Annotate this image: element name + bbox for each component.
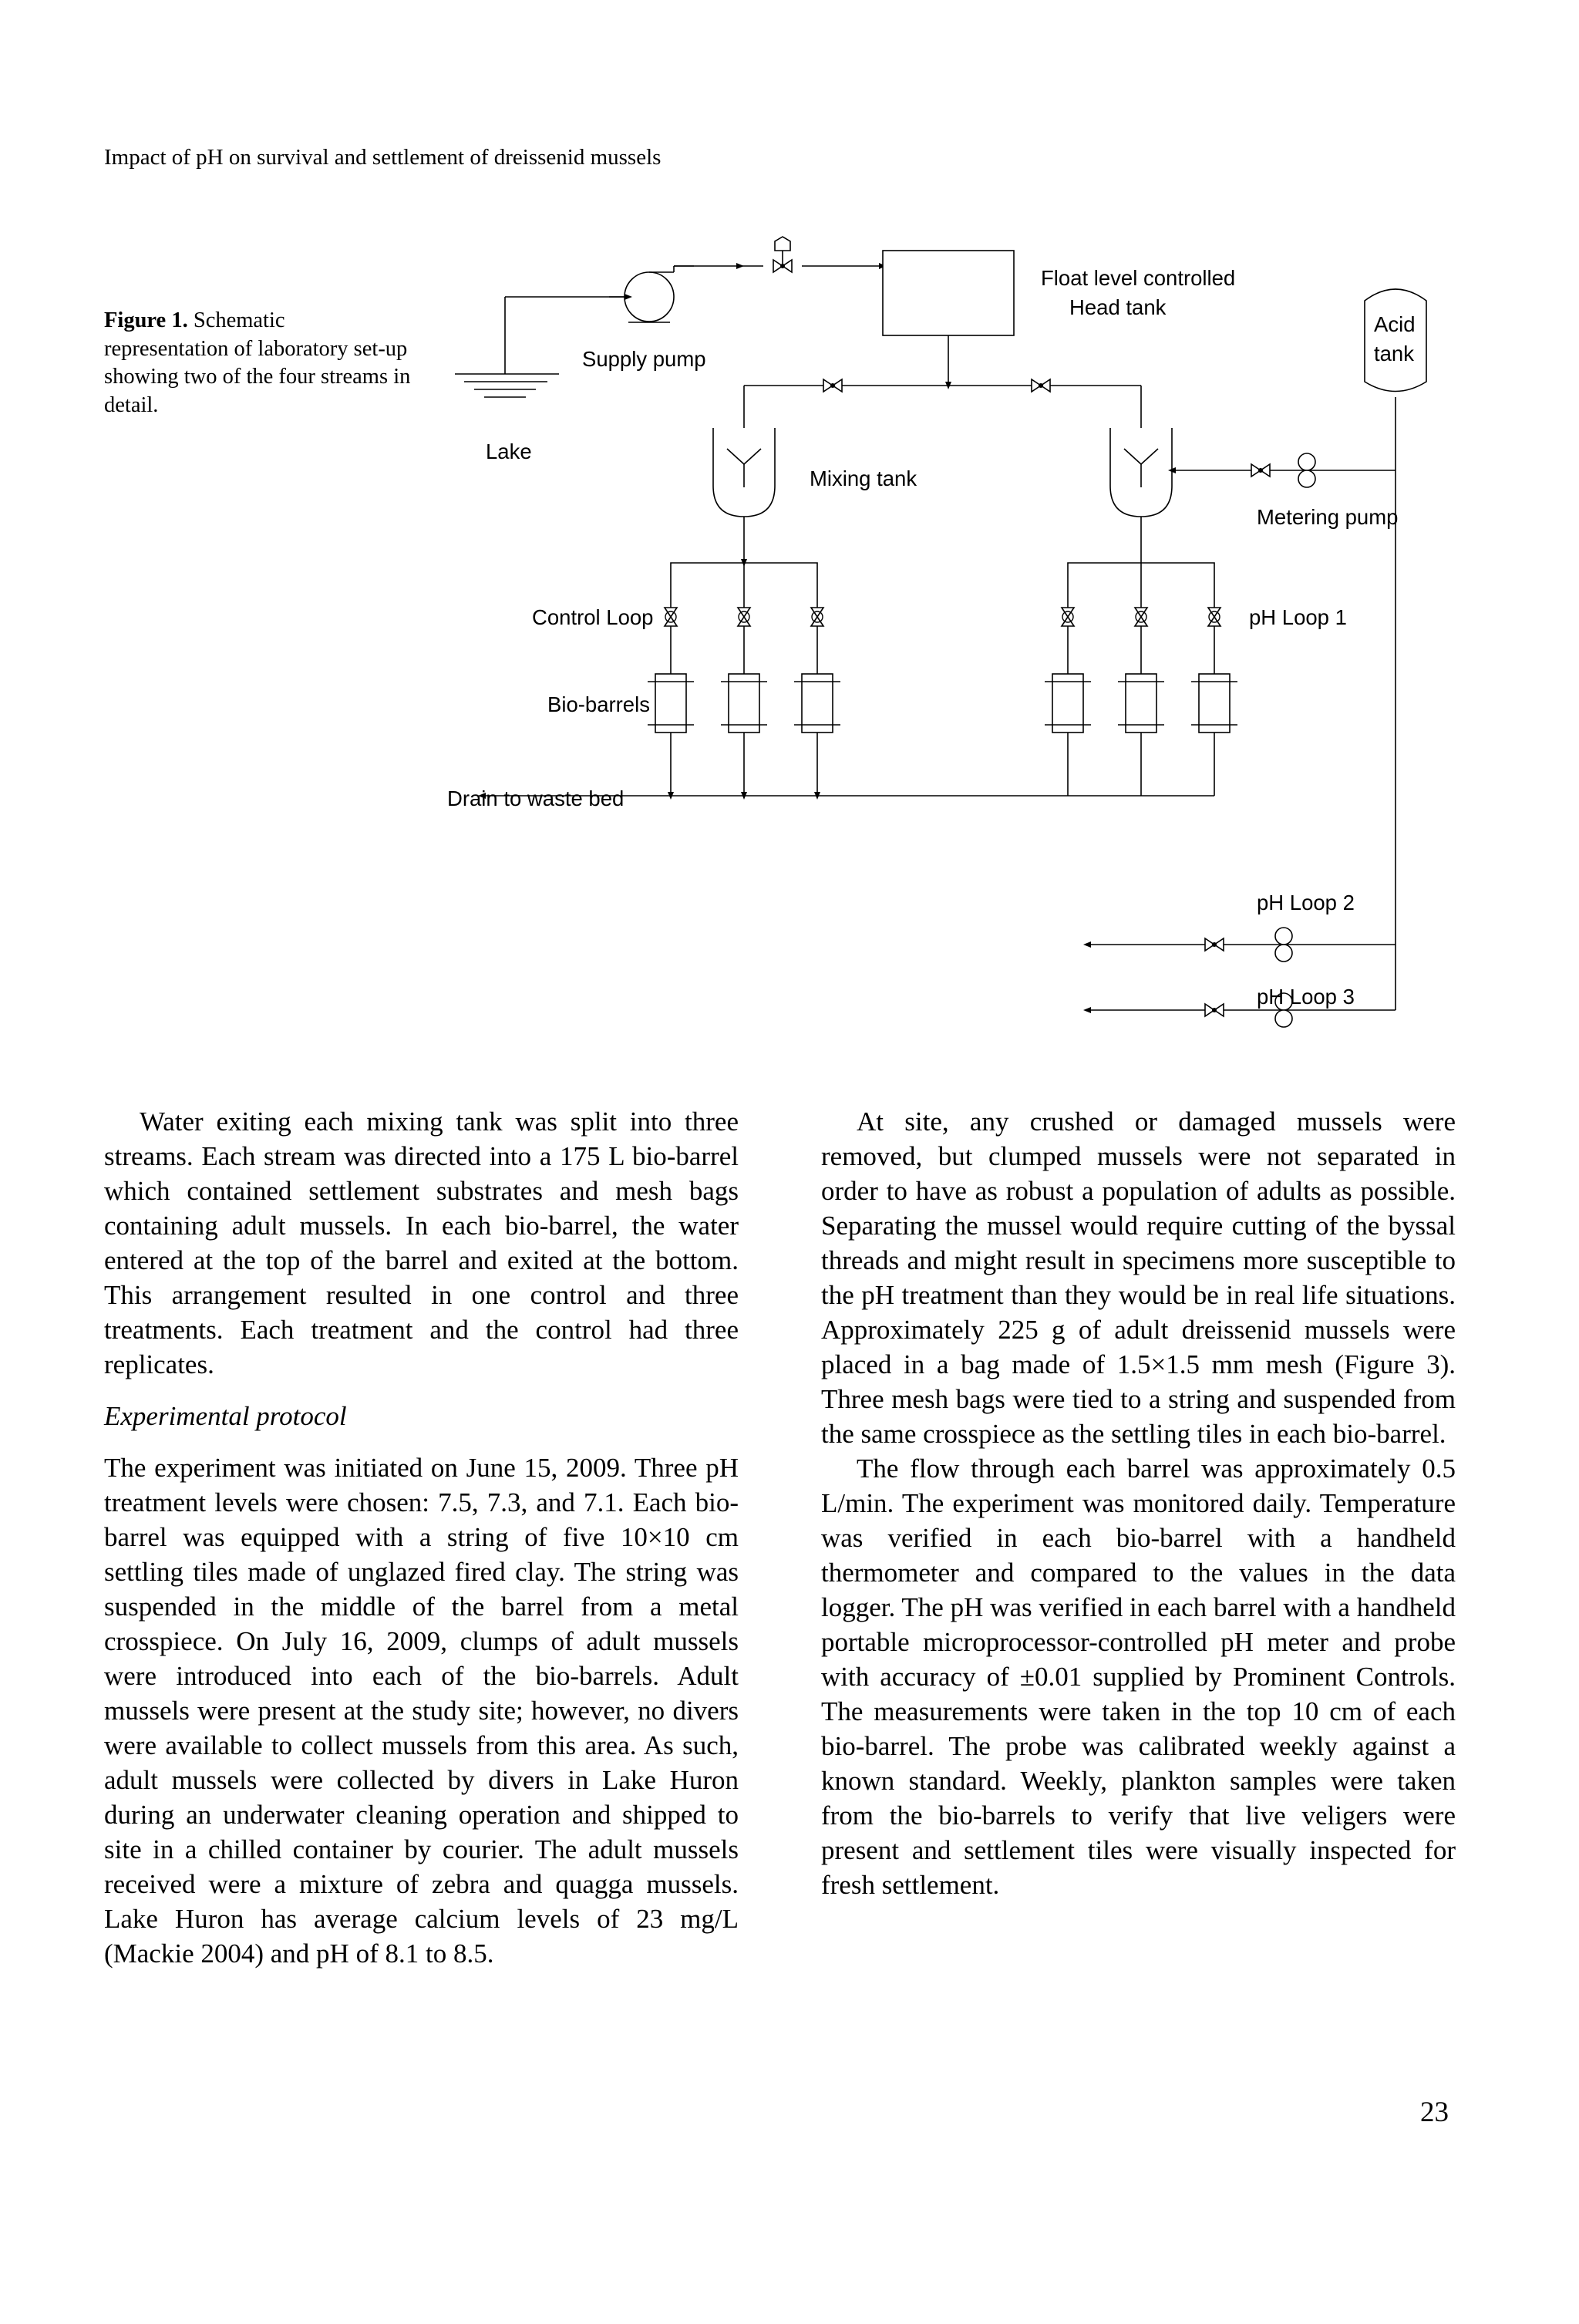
bio-barrels <box>648 674 1237 733</box>
control-valve-symbol <box>773 237 792 272</box>
bio-barrels-label: Bio-barrels <box>547 692 650 716</box>
ph-loop-3-label: pH Loop 3 <box>1257 985 1355 1009</box>
mixing-tank-label: Mixing tank <box>810 466 917 490</box>
ph-loop-1-valves <box>1062 578 1220 674</box>
acid-tank-label-line2: tank <box>1374 342 1414 365</box>
head-tank-label-line1: Float level controlled <box>1041 266 1236 290</box>
page-number: 23 <box>1420 2097 1449 2128</box>
acid-tank-label-line1: Acid <box>1374 312 1416 336</box>
supply-pump-symbol <box>625 266 674 322</box>
right-column <box>821 1104 1456 1902</box>
right-paragraph-1: At site, any crushed or damaged mussels were removed, but clumped mussels were not separated in order to have as robust a population of adults as possible. Separating the mussel would require cutting of the byssal threads and might result in specimens more susceptible to the pH treatment than they would be in real life situations. Approximately 225 g of adult dreissenid mussels were placed in a bag made of 1.5×1.5 mm mesh (Figure 3). Three mesh bags were tied to a string and suspended from the same crosspiece as the settling tiles in each bio-barrel. <box>821 1106 1456 1449</box>
supply-pump-label: Supply pump <box>582 347 706 371</box>
section-heading-experimental-protocol: Experimental protocol <box>104 1401 347 1431</box>
acid-tank-symbol <box>1365 289 1426 392</box>
control-loop-label: Control Loop <box>532 605 654 629</box>
ph-loop-1-label: pH Loop 1 <box>1249 605 1347 629</box>
head-tank-label-line2: Head tank <box>1069 295 1167 319</box>
head-tank-symbol <box>883 251 1014 335</box>
schematic-figure <box>432 224 1465 1064</box>
mixing-tank-control <box>713 428 775 517</box>
figure-caption <box>104 307 412 419</box>
left-paragraph-2: The experiment was initiated on June 15, 2009. Three pH treatment levels were chosen: 7.5, 7.3, and 7.1. Each bio-barrel was equipped with a string of five 10×10 cm settling tiles made of unglazed fired clay. The string was suspended in the middle of the barrel from a metal crosspiece. On July 16, 2009, clumps of adult mussels were introduced into each of the bio-barrels. Adult mussels were present at the study site; however, no divers were available to collect mussels from this area. As such, adult mussels were collected by divers in Lake Huron during an underwater cleaning operation and shipped to site in a chilled container by courier. The adult mussels received were a mixture of zebra and quagga mussels. Lake Huron has average calcium levels of 23 mg/L (Mackie 2004) and pH of 8.1 to 8.5. <box>104 1453 739 1969</box>
figure-caption-text: Schematic representation of laboratory set-up showing two of the four streams in detail. <box>104 308 411 417</box>
left-paragraph-1: Water exiting each mixing tank was split into three streams. Each stream was directed into a 175 L bio-barrel which contained settlement substrates and mesh bags containing adult mussels. In each bio-barrel, the water entered at the top of the barrel and exited at the bottom. This arrangement resulted in one control and three treatments. Each treatment and the control had three replicates. <box>104 1106 739 1379</box>
left-column <box>104 1104 739 1971</box>
control-loop-valves <box>665 578 823 674</box>
figure-caption-label: Figure 1. <box>104 308 188 332</box>
lake-label: Lake <box>486 440 532 463</box>
metering-pump-label: Metering pump <box>1257 505 1399 529</box>
mixing-tank-ph <box>1110 428 1172 517</box>
running-head: Impact of pH on survival and settlement of dreissenid mussels <box>104 145 662 170</box>
ph-loop-2-label: pH Loop 2 <box>1257 891 1355 914</box>
right-paragraph-2: The flow through each barrel was approximately 0.5 L/min. The experiment was monitored daily. Temperature was verified in each bio-barrel with a handheld thermometer and compared to the values in the data logger. The pH was verified in each barrel with a handheld portable microprocessor-controlled pH meter and probe with accuracy of ±0.01 supplied by Prominent Controls. The measurements were taken in the top 10 cm of each bio-barrel. The probe was calibrated weekly against a known standard. Weekly, plankton samples were taken from the bio-barrels to verify that live veligers were present and settlement tiles were visually inspected for fresh settlement. <box>821 1453 1456 1900</box>
drain-label: Drain to waste bed <box>447 786 625 810</box>
